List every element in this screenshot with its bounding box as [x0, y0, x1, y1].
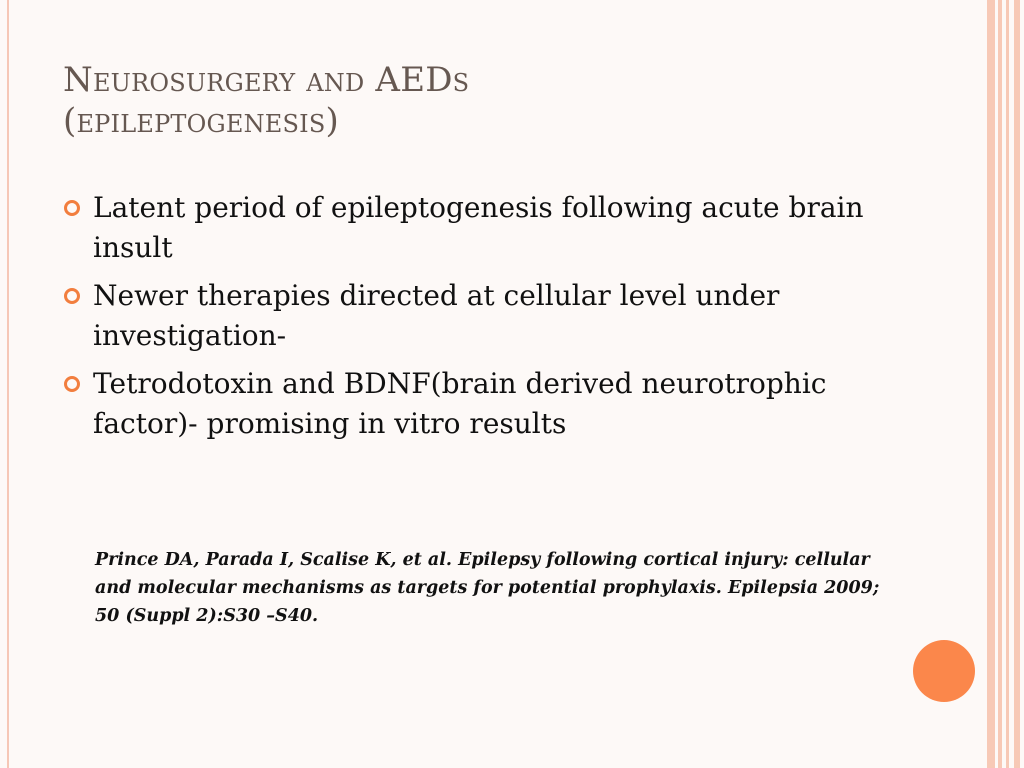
list-item	[62, 364, 882, 444]
hollow-circle-bullet-icon	[64, 200, 80, 216]
hollow-circle-bullet-icon	[64, 288, 80, 304]
slide-title-line-1: Neurosurgery and AEDs	[63, 60, 470, 100]
list-item	[62, 188, 882, 268]
hollow-circle-bullet-icon	[64, 376, 80, 392]
right-decorative-band	[1006, 0, 1009, 768]
reference-citation: Prince DA, Parada I, Scalise K, et al. Epilepsy following cortical injury: cellular and molecular mechanisms as targets for potential prophylaxis. Epilepsia 2009; 50 (Suppl 2):S30 –S40.	[95, 550, 880, 626]
bullet-text: Newer therapies directed at cellular level under investigation-	[93, 279, 780, 352]
slide-title	[63, 60, 943, 143]
bullet-list	[62, 188, 882, 452]
bullet-text: Latent period of epileptogenesis following acute brain insult	[93, 191, 864, 264]
right-decorative-band	[1014, 0, 1020, 768]
right-decorative-band	[987, 0, 995, 768]
right-decorative-band	[998, 0, 1002, 768]
bullet-text: Tetrodotoxin and BDNF(brain derived neurotrophic factor)- promising in vitro results	[93, 367, 827, 440]
accent-circle-decoration	[913, 640, 975, 702]
list-item	[62, 276, 882, 356]
left-border-line	[7, 0, 9, 768]
slide-title-line-2: (epileptogenesis)	[63, 101, 339, 142]
